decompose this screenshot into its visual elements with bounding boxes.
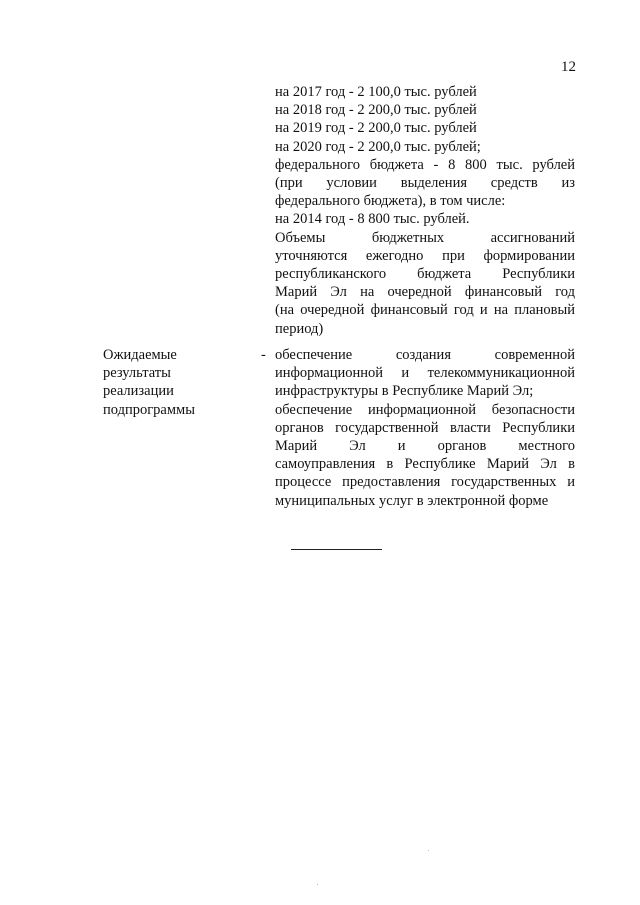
expected-results-text bbox=[275, 346, 575, 510]
federal-budget-line: федерального бюджета - 8 800 тыс. рублей bbox=[275, 156, 575, 173]
end-of-document-rule bbox=[291, 549, 382, 550]
budget-note-line: республиканского бюджета Республики bbox=[275, 266, 575, 283]
results-label-line: подпрограммы bbox=[103, 401, 195, 418]
results-text-line: органов государственной власти Республики bbox=[275, 419, 575, 436]
results-text-line: инфраструктуры в Республике Марий Эл; bbox=[275, 383, 534, 400]
federal-year-2014: на 2014 год - 8 800 тыс. рублей. bbox=[275, 211, 470, 228]
page-number: 12 bbox=[561, 59, 576, 75]
expected-results-label bbox=[103, 346, 253, 419]
budget-note-line: (на очередной финансовый год и на плановый bbox=[275, 302, 575, 319]
federal-including-line: федерального бюджета), в том числе: bbox=[275, 193, 506, 210]
federal-condition-line: (при условии выделения средств из bbox=[275, 175, 575, 192]
results-text-line: процессе предоставления государственных и bbox=[275, 474, 575, 491]
budget-note-line: уточняются ежегодно при формировании bbox=[275, 247, 575, 264]
scan-speck bbox=[317, 884, 318, 885]
results-text-line: обеспечение создания современной bbox=[275, 347, 575, 363]
results-text-line: информационной и телекоммуникационной bbox=[275, 365, 575, 382]
funding-block bbox=[275, 83, 575, 338]
budget-note-line: Объемы бюджетных ассигнований bbox=[275, 229, 575, 246]
results-label-line: результаты bbox=[103, 365, 171, 382]
funding-year-2018: на 2018 год - 2 200,0 тыс. рублей bbox=[275, 102, 477, 119]
results-text-line: муниципальных услуг в электронной форме bbox=[275, 492, 549, 509]
results-label-line: Ожидаемые bbox=[103, 347, 177, 363]
funding-year-2017: на 2017 год - 2 100,0 тыс. рублей bbox=[275, 84, 477, 100]
results-text-line: Марий Эл и органов местного bbox=[275, 438, 575, 455]
scan-speck bbox=[428, 850, 429, 851]
results-text-line: самоуправления в Республике Марий Эл в bbox=[275, 456, 575, 473]
results-label-line: реализации bbox=[103, 383, 174, 400]
budget-note-line: Марий Эл на очередной финансовый год bbox=[275, 284, 575, 301]
results-text-line: обеспечение информационной безопасности bbox=[275, 401, 575, 418]
funding-year-2019: на 2019 год - 2 200,0 тыс. рублей bbox=[275, 120, 477, 137]
results-dash: - bbox=[261, 347, 266, 363]
budget-note-line: период) bbox=[275, 320, 324, 337]
funding-year-2020: на 2020 год - 2 200,0 тыс. рублей; bbox=[275, 138, 481, 155]
